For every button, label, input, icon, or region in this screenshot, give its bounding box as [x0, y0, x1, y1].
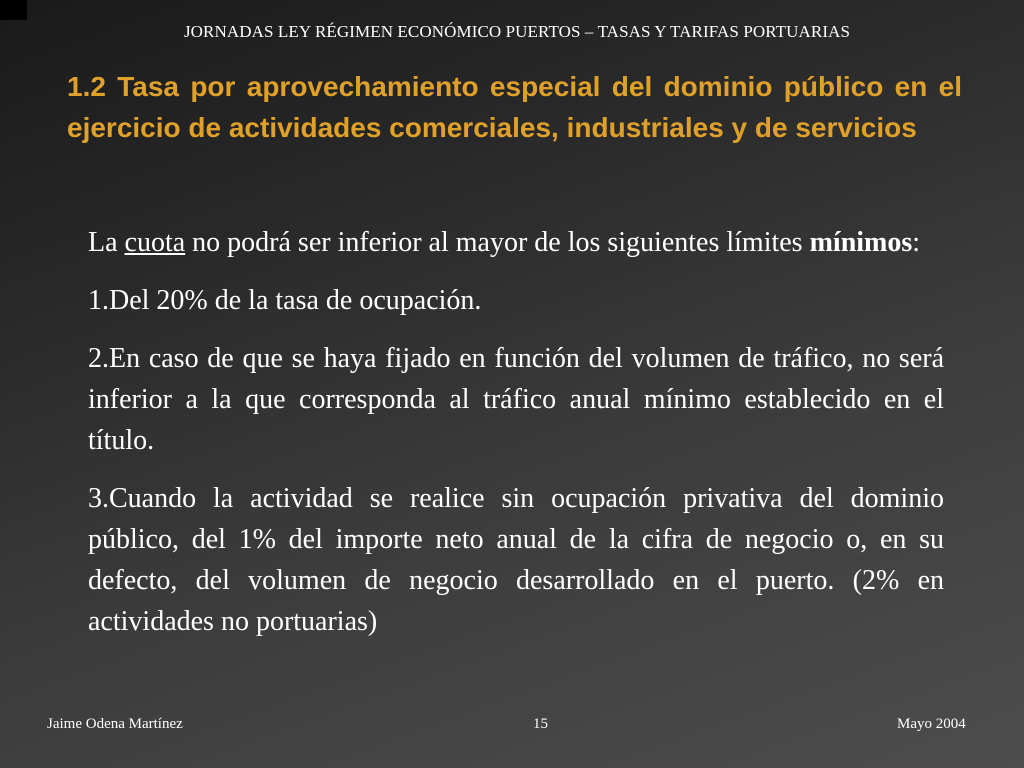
intro-bold-word: mínimos — [809, 227, 913, 258]
slide-title: 1.2 Tasa por aprovechamiento especial del dominio público en el ejercicio de actividades comerciales, industriales y de servicios — [67, 71, 962, 143]
footer-page-number: 15 — [533, 716, 548, 732]
corner-mark — [0, 0, 27, 20]
list-item-1: 1.Del 20% de la tasa de ocupación. — [88, 285, 482, 316]
slide-body — [88, 222, 944, 659]
intro-underlined-word: cuota — [124, 227, 186, 258]
intro-prefix: La — [88, 227, 118, 258]
intro-suffix: : — [912, 227, 921, 258]
intro-middle: no podrá ser inferior al mayor de los siguientes límites — [192, 227, 803, 258]
list-item-3: 3.Cuando la actividad se realice sin ocupación privativa del dominio público, del 1% del importe neto anual de la cifra de negocio o, en su defecto, del volumen de negocio desarrollado en el puerto. (2% en actividades no portuarias) — [88, 483, 944, 637]
list-item-2: 2.En caso de que se haya fijado en función del volumen de tráfico, no será inferior a la que corresponda al tráfico anual mínimo establecido en el título. — [88, 343, 944, 456]
footer-date: Mayo 2004 — [897, 716, 966, 732]
intro-paragraph — [88, 222, 944, 263]
footer-author: Jaime Odena Martínez — [47, 716, 183, 732]
slide-header: JORNADAS LEY RÉGIMEN ECONÓMICO PUERTOS – TASAS Y TARIFAS PORTUARIAS — [183, 22, 851, 41]
